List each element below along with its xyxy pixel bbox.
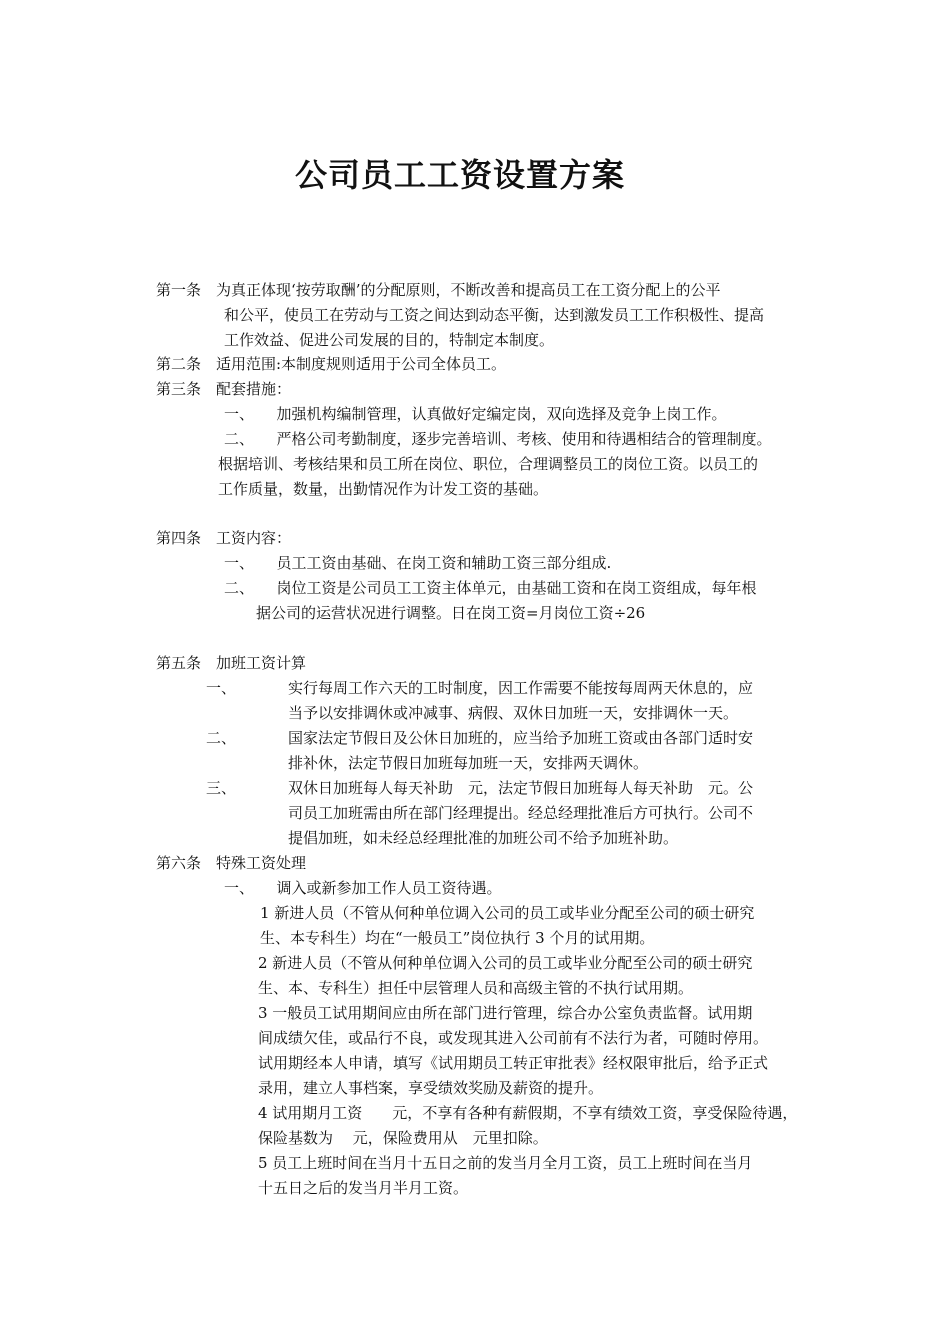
article-6-point-5-line-2: 十五日之后的发当月半月工资。 [258,1179,469,1197]
article-4-item-2-line-2: 据公司的运营状况进行调整。日在岗工资=月岗位工资÷26 [256,604,646,622]
article-3-item-1: 一、 加强机构编制管理，认真做好定编定岗，双向选择及竞争上岗工作。 [224,405,727,423]
article-6-point-3-line-2: 间成绩欠佳，或品行不良，或发现其进入公司前有不法行为者，可随时停用。 [258,1029,769,1047]
article-6-point-4-line-1: 4 试用期月工资 元，不享有各种有薪假期，不享有绩效工资，享受保险待遇， [258,1104,798,1122]
article-1-line-2: 和公平，使员工在劳动与工资之间达到动态平衡，达到激发员工工作积极性、提高 [224,306,765,324]
article-5-heading: 第五条 加班工资计算 [156,654,307,672]
article-2: 第二条 适用范围:本制度规则适用于公司全体员工。 [156,355,507,373]
article-6-point-2-line-2: 生、本、专科生）担任中层管理人员和高级主管的不执行试用期。 [258,979,694,997]
article-4-item-2-line-1: 二、 岗位工资是公司员工工资主体单元，由基础工资和在岗工资组成，每年根 [224,579,757,597]
article-6-point-3-line-1: 3 一般员工试用期间应由所在部门进行管理，综合办公室负责监督。试用期 [258,1004,753,1022]
article-5-item-1-line-2: 当予以安排调休或冲减事、病假、双休日加班一天，安排调休一天。 [288,704,739,722]
article-3-heading: 第三条 配套措施： [156,380,292,398]
article-5-item-2-line-1: 国家法定节假日及公休日加班的，应当给予加班工资或由各部门适时安 [288,729,754,747]
article-6-item-1: 一、 调入或新参加工作人员工资待遇。 [224,879,502,897]
article-6-point-3-line-3: 试用期经本人申请，填写《试用期员工转正审批表》经权限审批后，给予正式 [258,1054,769,1072]
article-5-item-3-line-2: 司员工加班需由所在部门经理提出。经总经理批准后方可执行。公司不 [288,804,754,822]
article-6-point-2-line-1: 2 新进人员（不管从何种单位调入公司的员工或毕业分配至公司的硕士研究 [258,954,753,972]
article-4-heading: 第四条 工资内容： [156,529,292,547]
article-6-heading: 第六条 特殊工资处理 [156,854,307,872]
article-1-line-3: 工作效益、促进公司发展的目的，特制定本制度。 [224,331,555,349]
article-6-point-1-line-1: 1 新进人员（不管从何种单位调入公司的员工或毕业分配至公司的硕士研究 [260,904,755,922]
article-3-item-2-line-1: 二、 严格公司考勤制度，逐步完善培训、考核、使用和待遇相结合的管理制度。 [224,430,772,448]
article-6-point-4-line-2: 保险基数为 元，保险费用从 元里扣除。 [258,1129,548,1147]
article-5-item-3-number: 三、 [206,779,237,797]
article-6-point-5-line-1: 5 员工上班时间在当月十五日之前的发当月全月工资，员工上班时间在当月 [258,1154,753,1172]
article-1-line-1: 第一条 为真正体现‘按劳取酬’的分配原则，不断改善和提高员工在工资分配上的公平 [156,281,721,299]
article-5-item-3-line-3: 提倡加班，如未经总经理批准的加班公司不给予加班补助。 [288,829,679,847]
article-6-point-3-line-4: 录用，建立人事档案，享受绩效奖励及薪资的提升。 [258,1079,604,1097]
article-6-point-1-line-2: 生、本专科生）均在“一般员工”岗位执行 3 个月的试用期。 [260,929,655,947]
article-3-item-2-line-2: 根据培训、考核结果和员工所在岗位、职位，合理调整员工的岗位工资。以员工的 [218,455,759,473]
article-4-item-1: 一、 员工工资由基础、在岗工资和辅助工资三部分组成. [224,554,612,572]
article-5-item-2-number: 二、 [206,729,237,747]
document-title: 公司员工工资设置方案 [294,156,625,194]
article-3-item-2-line-3: 工作质量，数量，出勤情况作为计发工资的基础。 [218,480,549,498]
article-5-item-3-line-1: 双休日加班每人每天补助 元，法定节假日加班每人每天补助 元。公 [288,779,754,797]
article-5-item-1-number: 一、 [206,679,237,697]
article-5-item-2-line-2: 排补休，法定节假日加班每加班一天，安排两天调休。 [288,754,649,772]
article-5-item-1-line-1: 实行每周工作六天的工时制度，因工作需要不能按每周两天休息的，应 [288,679,754,697]
